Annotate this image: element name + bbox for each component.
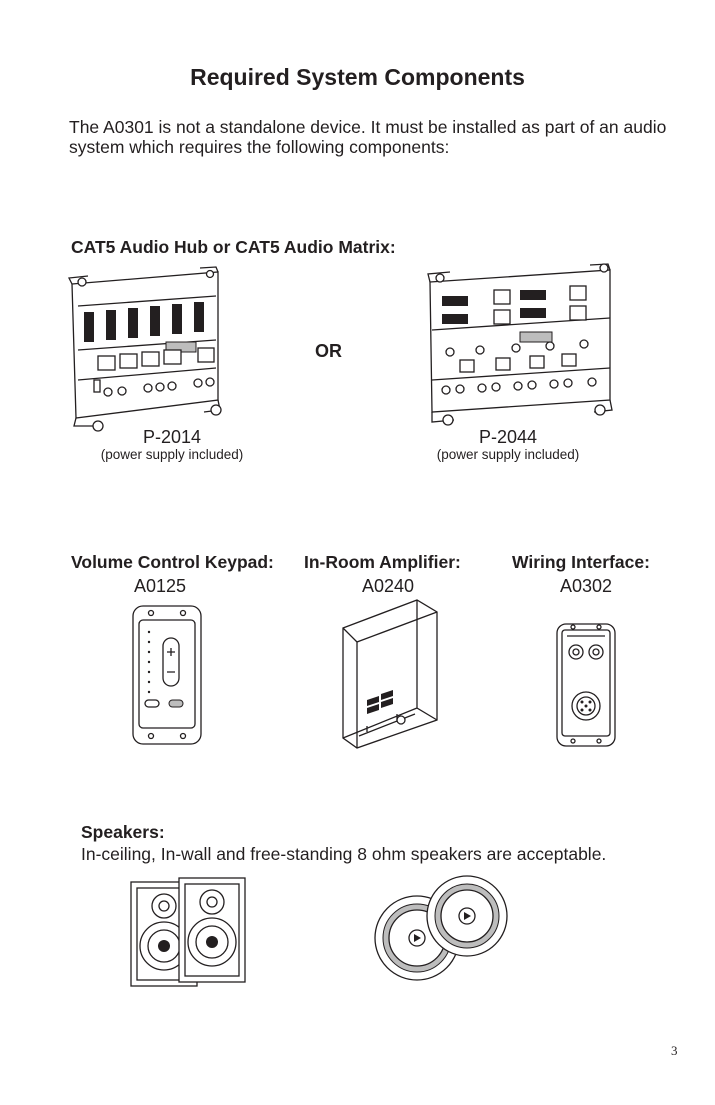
keypad-illustration [131,604,203,746]
or-label: OR [315,341,342,361]
audio-hub-illustration [68,270,244,432]
speakers-description: In-ceiling, In-wall and free-standing 8 ohm speakers are acceptable. [81,844,607,864]
audio-matrix-illustration [420,262,620,432]
hubs-heading: CAT5 Audio Hub or CAT5 Audio Matrix: [71,237,396,257]
intro-paragraph: The A0301 is not a standalone device. It must be installed as part of an audio system which requires the following components: [69,117,667,157]
amplifier-model: A0240 [361,576,415,596]
keypad-heading: Volume Control Keypad: [71,552,274,572]
amplifier-heading: In-Room Amplifier: [304,552,461,572]
in-wall-speakers-illustration [129,876,249,988]
in-ceiling-speakers-illustration [373,872,507,984]
keypad-model: A0125 [133,576,187,596]
hub-note-p2044: (power supply included) [436,447,580,462]
hub-note-p2014: (power supply included) [100,447,244,462]
wiring-interface-model: A0302 [559,576,613,596]
wiring-interface-heading: Wiring Interface: [512,552,650,572]
hub-model-p2014: P-2014 [142,427,202,447]
page-title: Required System Components [190,64,525,90]
page-number: 3 [671,1043,678,1058]
speakers-heading: Speakers: [81,822,165,842]
hub-model-p2044: P-2044 [478,427,538,447]
wiring-interface-illustration [555,622,617,748]
amplifier-illustration [337,598,447,750]
